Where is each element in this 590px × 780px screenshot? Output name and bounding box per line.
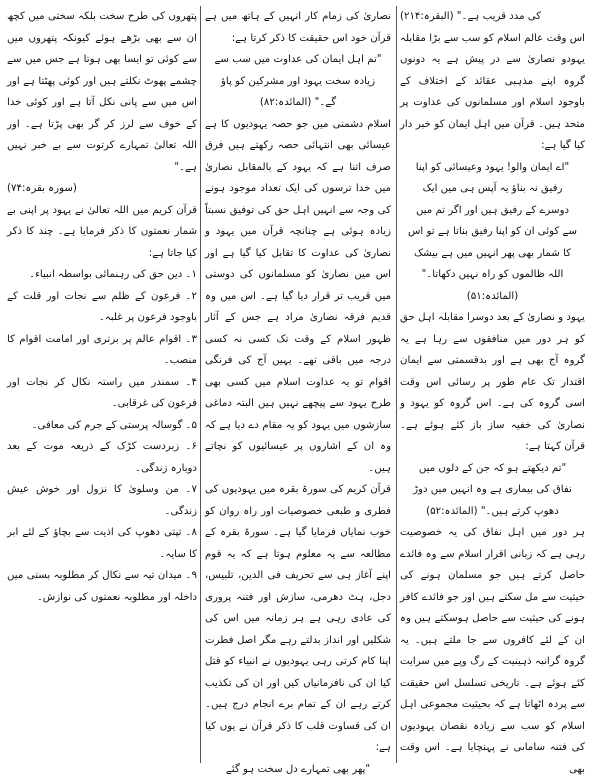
citation: کی مدد قریب ہے۔" (البقرہ:۲۱۴) <box>400 6 585 28</box>
paragraph: ۹۔ میدان تیہ سے نکال کر مطلوبہ بستی میں داخلہ اور مطلوبہ نعمتوں کی نوازش۔ <box>7 565 197 608</box>
column-middle <box>205 6 391 763</box>
paragraph: ۴۔ سمندر میں راستہ نکال کر نجات اور فرعون کی غرقابی۔ <box>7 372 197 415</box>
paragraph: ۲۔ فرعون کے ظلم سے نجات اور قلت کے باوجود فرعون پر غلبہ۔ <box>7 286 197 329</box>
quotation: "اے ایمان والو! یہود وعیسائی کو اپنا رفیق نہ بناؤ یہ آپس ہی میں ایک دوسرے کے رفیق ہیں اور اگر تم میں سے کوئی ان کو اپنا رفیق بناتا ہے تو اس کا شمار بھی پھر انہیں میں ہے بیشک اللہ ظالموں کو راہ نہیں دکھاتا۔" (المائدہ:۵۱) <box>408 157 577 308</box>
paragraph: ۷۔ من وسلویٰ کا نزول اور خوش عیش زندگی۔ <box>7 479 197 522</box>
quotation: "تم اہل ایمان کی عداوت میں سب سے زیادہ سخت یہود اور مشرکین کو پاؤ گے۔" (المائدہ:۸۲) <box>213 49 383 114</box>
column-right <box>400 6 585 763</box>
quotation: "پھر بھی تمہارے دل سخت ہو گئے <box>213 759 383 780</box>
column-left <box>7 6 197 763</box>
paragraph: ۸۔ تپتی دھوپ کی اذیت سے بچاؤ کے لئے ابر کا سایہ۔ <box>7 522 197 565</box>
paragraph: قرآن کریم کی سورۃ بقرہ میں یہودیوں کی فطری و طبعی خصوصیات اور راہ روان کو خوب نمایاں فرمایا گیا ہے۔ سورۃ بقرہ کے مطالعہ سے یہ معلوم ہوتا ہے کہ یہ قوم اپنے آغاز ہی سے تحریف فی الدین، تلبیس، دجل، ہٹ دھرمی، سازش اور فتنہ پروری کی عادی رہی ہے ہر زمانہ میں اس کی شکلیں اور انداز بدلتے رہے مگر اصل فطرت اپنا کام کرتی رہی یہودیوں نے انبیاء کو قتل کیا ان کی نافرمانیاں کیں اور ان کی تکذیب کرتے رہے ان کے تمام برے انجام درج ہیں۔ ان کی قساوت قلب کا ذکر قرآن نے یوں کیا ہے: <box>205 479 391 759</box>
paragraph: ۵۔ گوسالہ پرستی کے جرم کی معافی۔ <box>7 415 197 437</box>
paragraph: ہر دور میں اہل نفاق کی یہ خصوصیت رہی ہے کہ زبانی اقرار اسلام سے وہ فائدے حاصل کرتے ہیں جو مسلمان ہونے کی حیثیت سے مل سکتے ہیں اور جو فائدے کافر ہونے کی حیثیت سے حاصل ہوسکتے ہیں وہ ان کے لئے کافروں سے جا ملتے ہیں۔ یہ گروہ گرانبہ ذہینیت کے رگ وپے میں سرایت کئے ہوئے ہے۔ تاریخی تسلسل اس حقیقت سے پردہ اٹھاتا ہے کہ بحیثیت مجموعی اہل اسلام کو سب سے زیادہ نقصان یہودیوں کی فتنہ ساماںی نے پہنچایا ہے۔ اس وقت بھی <box>400 522 585 780</box>
paragraph: قرآن کریم میں اللہ تعالیٰ نے یہود پر اپنی بے شمار نعمتوں کا ذکر فرمایا ہے۔ چند کا ذکر کیا جاتا ہے: <box>7 200 197 265</box>
paragraph: نصاریٰ کی زمام کار انہیں کے ہاتھ میں ہے قرآن خود اس حقیقت کا ذکر کرتا ہے: <box>205 6 391 49</box>
paragraph: ۶۔ زبردست کڑک کے ذریعہ موت کے بعد دوبارہ زندگی۔ <box>7 436 197 479</box>
paragraph: یہود و نصاریٰ کے بعد دوسرا مقابلہ اہل حق کو ہر دور میں منافقوں سے رہا ہے یہ گروہ آج بھی ہے اور بدقسمتی سے ایمان اقتدار تک عام طور پر رسائی اس وقت اسی گروہ کی ہے۔ اس گروہ کو یہود و نصاریٰ کی خفیہ ساز باز کئے ہوئے ہے۔ قرآن کہتا ہے: <box>400 307 585 458</box>
citation: (سورہ بقرہ:۷۴) <box>7 178 197 200</box>
quotation: "تم دیکھتے ہو کہ جن کے دلوں میں نفاق کی بیماری ہے وہ انہیں میں دوڑ دھوپ کرتے ہیں۔" (المائدہ:۵۲) <box>408 458 577 523</box>
paragraph: اس وقت عالم اسلام کو سب سے بڑا مقابلہ یہودو نصاریٰ سے در پیش ہے یہ دونوں گروہ اپنے مذہبی عقائد کے اختلاف کے باوجود اسلام اور مسلمانوں کی عداوت پر متحد ہیں۔ قرآن میں اہل ایمان کو خبر دار کیا گیا ہے: <box>400 28 585 157</box>
column-divider <box>200 6 201 763</box>
paragraph: ۱۔ دین حق کی رہنمائی بواسطہ انبیاء۔ <box>7 264 197 286</box>
paragraph: ۳۔ اقوام عالم پر برتری اور امامت اقوام کا منصب۔ <box>7 329 197 372</box>
column-divider <box>396 6 397 763</box>
paragraph: پتھروں کی طرح سخت بلکہ سختی میں کچھ ان سے بھی بڑھے ہوئے کیونکہ پتھروں میں سے کوئی تو ایسا بھی ہوتا ہے جس میں سے چشمے پھوٹ نکلتے ہیں اور کوئی پھٹتا ہے اور اس میں سے پانی نکل آتا ہے اور کوئی خدا کے خوف سے لرز کر گر بھی پڑتا ہے۔ اور اللہ تعالیٰ تمہارے کرتوت سے بے خبر نہیں ہے۔" <box>7 6 197 178</box>
paragraph: اسلام دشمنی میں جو حصہ یہودیوں کا ہے عیسائی بھی انتہائی حصہ رکھتے ہیں فرق صرف اتنا ہے کہ یہود کے بالمقابل نصاریٰ میں خدا ترسوں کی ایک تعداد موجود ہونے کی وجہ سے انہیں اہل حق کی توفیق نسبتاً زیادہ ہوئی ہے چنانچہ قرآن میں یہود و نصاریٰ کی عداوت کا تقابل کیا گیا ہے اور اس میں نصاریٰ کو مسلمانوں کی دوستی میں قریب تر قرار دیا گیا ہے۔ اس میں وہ قدیم فرقہ نصاریٰ مراد ہے جس کے آثار ظہور اسلام کے وقت تک کسی نہ کسی درجہ میں باقی تھے۔ یہیں آج کی فرنگی اقوام تو یہ عداوت اسلام میں کسی بھی طرح یہود سے پیچھے نہیں ہیں البتہ دماغی سازشوں میں یہود کو یہ مقام دے دیا ہے کہ وہ ان کے اشاروں پر عیسائیوں کو نچاتے ہیں۔ <box>205 114 391 480</box>
